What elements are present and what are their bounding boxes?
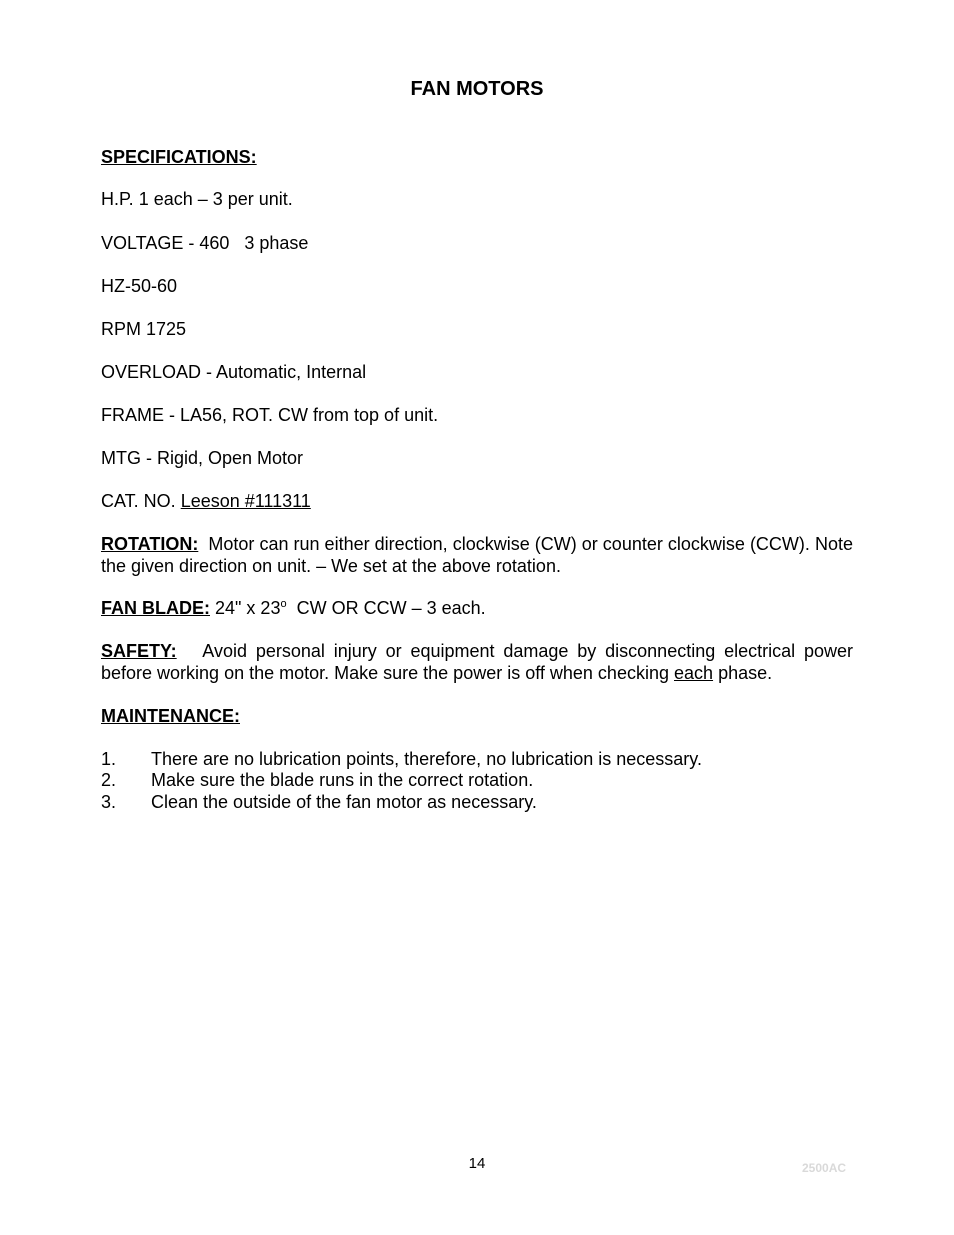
spec-voltage: VOLTAGE - 460 3 phase xyxy=(101,233,309,253)
fan-blade-line xyxy=(101,598,486,619)
safety-emphasis: each xyxy=(674,662,714,683)
page-title: FAN MOTORS xyxy=(410,78,544,100)
list-item-number: 3. xyxy=(101,792,117,812)
fan-blade-heading: FAN BLADE: xyxy=(101,598,210,618)
spec-overload: OVERLOAD - Automatic, Internal xyxy=(101,362,367,382)
specifications-heading: SPECIFICATIONS: xyxy=(101,147,257,167)
spec-cat-no xyxy=(101,491,311,512)
safety-paragraph xyxy=(101,641,853,684)
page-number: 14 xyxy=(468,1155,486,1172)
cat-no-label: CAT. NO. xyxy=(101,491,176,511)
safety-heading: SAFETY: xyxy=(101,641,177,661)
spec-mtg: MTG - Rigid, Open Motor xyxy=(101,448,304,468)
spec-frame: FRAME - LA56, ROT. CW from top of unit. xyxy=(101,405,439,425)
list-item-text: Make sure the blade runs in the correct rotation. xyxy=(151,770,534,790)
list-item-number: 2. xyxy=(101,770,117,790)
degree-symbol: o xyxy=(280,598,287,610)
rotation-text: Motor can run either direction, clockwise (CW) or counter clockwise (CCW). Note the given direction on unit. – We set at the above rotation. xyxy=(101,534,853,576)
maintenance-heading: MAINTENANCE: xyxy=(101,706,240,726)
safety-text-end: phase. xyxy=(718,662,773,683)
spec-hz: HZ-50-60 xyxy=(101,276,178,296)
safety-text: Avoid personal injury or equipment damage by disconnecting electrical power before working on the motor. Make sure the power is off when checking xyxy=(101,641,853,683)
list-item-number: 1. xyxy=(101,749,117,769)
spec-rpm: RPM 1725 xyxy=(101,319,187,339)
document-code: 2500AC xyxy=(802,1161,847,1175)
list-item-text: Clean the outside of the fan motor as necessary. xyxy=(151,792,537,812)
rotation-paragraph xyxy=(101,534,853,577)
cat-no-value: Leeson #111311 xyxy=(180,491,311,511)
fan-blade-size: 24" x 23 xyxy=(215,598,281,618)
list-item-text: There are no lubrication points, therefore, no lubrication is necessary. xyxy=(151,749,702,769)
rotation-heading: ROTATION: xyxy=(101,534,199,554)
fan-blade-direction: CW OR CCW – 3 each. xyxy=(296,598,486,618)
spec-hp: H.P. 1 each – 3 per unit. xyxy=(101,189,293,209)
